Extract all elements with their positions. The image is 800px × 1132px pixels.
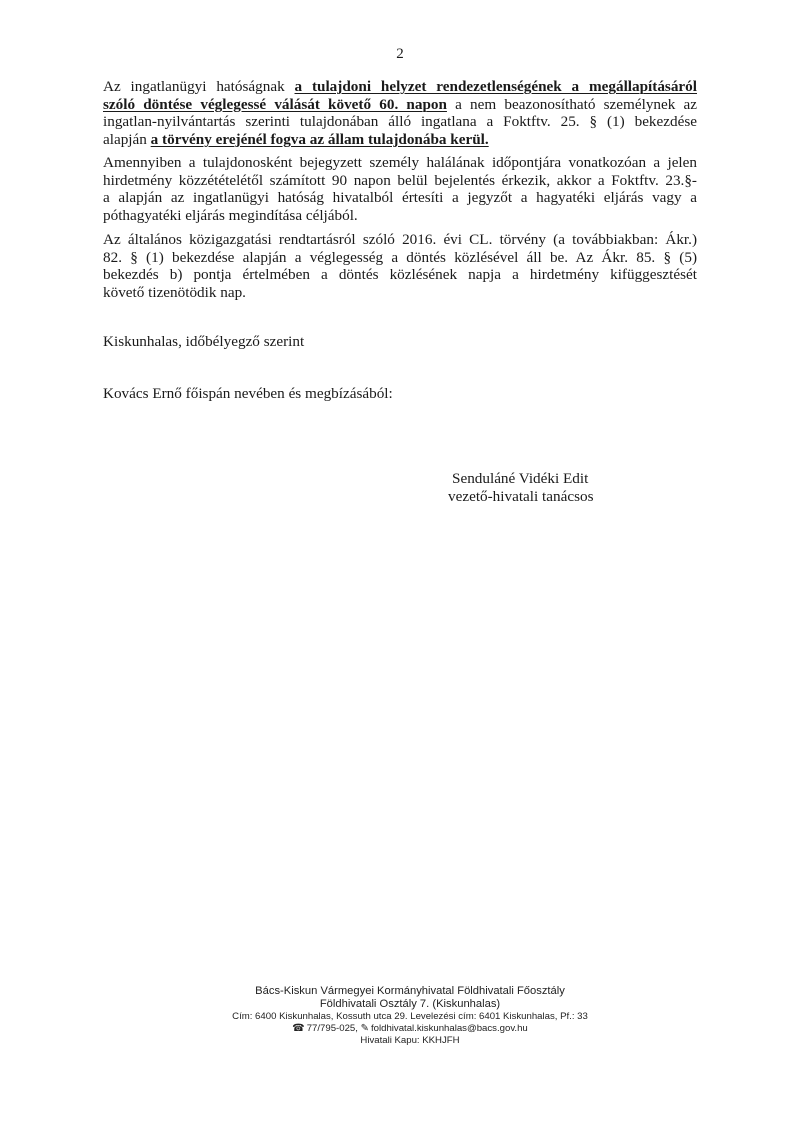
paragraph-line: bekezdés b) pontja értelmében a döntés közlésének napja a hirdetmény kifüggesztését (103, 266, 697, 284)
footer-office-name: Bács-Kiskun Vármegyei Kormányhivatal Földhivatali Főosztály (255, 985, 565, 997)
signatory-title: vezető-hivatali tanácsos (448, 488, 594, 505)
paragraph-line: ingatlan-nyilvántartás szerinti tulajdonában álló ingatlana a Foktftv. 25. § (1) bekezdése (103, 113, 697, 131)
emphasized-text: a törvény erejénél fogva az állam tulajdonába kerül. (150, 130, 489, 148)
paragraph-line: hirdetmény közzétételétől számított 90 napon belül bejelentés érkezik, akkor a Foktftv. 23.§- (103, 171, 697, 189)
text-run: a nem beazonosítható személynek az (446, 95, 697, 113)
footer-address: Cím: 6400 Kiskunhalas, Kossuth utca 29. Levelezési cím: 6401 Kiskunhalas, Pf.: 33 (232, 1011, 588, 1022)
pen-icon: ✎ (360, 1023, 369, 1034)
place-and-date: Kiskunhalas, időbélyegző szerint (103, 333, 305, 350)
text-run: Az ingatlanügyi hatóságnak (103, 78, 295, 95)
footer-phone: 77/795-025, (306, 1023, 358, 1034)
paragraph-line: 82. § (1) bekezdése alapján a véglegesség a döntés közlésével áll be. Az Ákr. 85. § (5) (103, 248, 697, 266)
paragraph-line (103, 131, 697, 149)
emphasized-text: szóló döntése véglegessé válását követő 60. napon (103, 95, 447, 113)
paragraph-line: Az általános közigazgatási rendtartásról szóló 2016. évi CL. törvény (a továbbiakban: Ákr.) (103, 231, 697, 248)
paragraph-line (103, 78, 697, 96)
paragraph-line: póthagyatéki eljárás megindítása céljából. (103, 206, 358, 224)
page-number: 2 (396, 46, 404, 62)
footer-email: foldhivatal.kiskunhalas@bacs.gov.hu (370, 1023, 528, 1034)
emphasized-text: a tulajdoni helyzet rendezetlenségének a megállapításáról (294, 78, 697, 95)
phone-icon: ☎ (292, 1023, 305, 1034)
text-run: alapján (103, 130, 151, 148)
signatory-name: Senduláné Vidéki Edit (452, 470, 589, 487)
paragraph-line (103, 96, 697, 114)
paragraph-death-notification (103, 154, 697, 224)
footer-gateway: Hivatali Kapu: KKHJFH (360, 1035, 460, 1046)
paragraph-line: a alapján az ingatlanügyi hatóság hivatalból értesíti a jegyzőt a hagyatéki eljárás vagy a (103, 189, 697, 207)
letterhead-footer (0, 985, 800, 1047)
paragraph-legal-basis (103, 231, 697, 301)
paragraph-line: követő tizenötödik nap. (103, 283, 246, 301)
footer-contact (0, 1023, 800, 1035)
paragraph-line: Amennyiben a tulajdonosként bejegyzett személy halálának időpontjára vonatkozóan a jelen (103, 154, 697, 171)
footer-department: Földhivatali Osztály 7. (Kiskunhalas) (319, 998, 501, 1010)
paragraph-ownership-transfer (103, 78, 697, 148)
on-behalf-statement: Kovács Ernő főispán nevében és megbízásából: (103, 385, 393, 402)
